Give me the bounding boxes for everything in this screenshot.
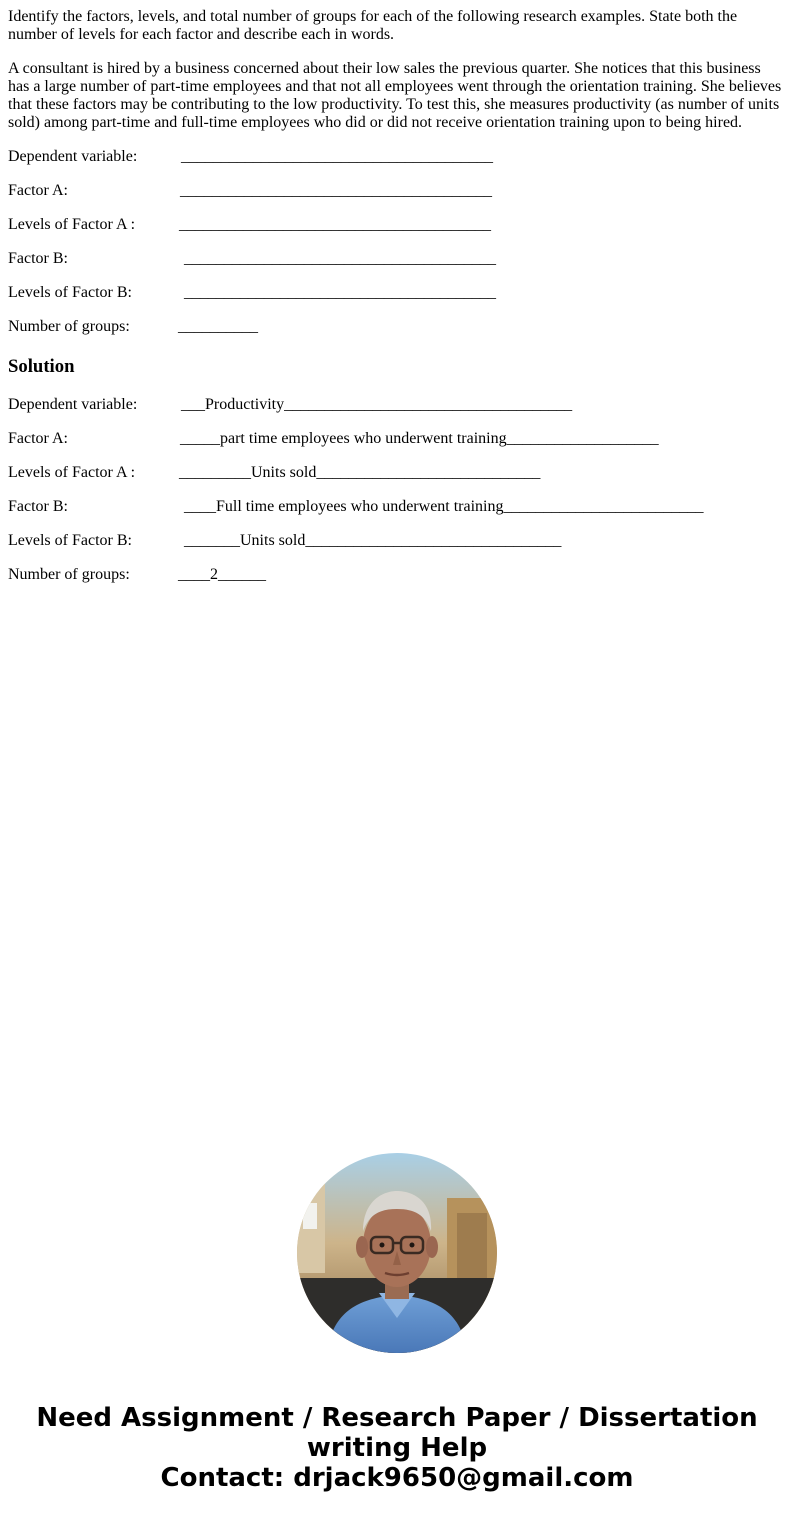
answer-text: ___Productivity____________________________________ [181, 396, 573, 413]
answer-blank: _______________________________________ [181, 148, 493, 165]
solution-row-levels-factor-a [8, 464, 786, 482]
question-fields [8, 148, 786, 336]
question-row-factor-b [8, 250, 786, 268]
question-row-levels-factor-b [8, 284, 786, 302]
scenario-text: A consultant is hired by a business concerned about their low sales the previous quarter. She notices that this business has a large number of part-time employees and that not all employees went through the orientation training. She believes that these factors may be contributing to the low productivity. To test this, she measures productivity (as number of units sold) among part-time and full-time employees who did or did not receive orientation training upon to being hired. [8, 60, 782, 131]
solution-fields [8, 396, 786, 584]
field-label: Levels of Factor B: [8, 532, 132, 549]
promo-banner [0, 1403, 794, 1493]
answer-blank: _______________________________________ [184, 284, 496, 301]
field-label: Levels of Factor A : [8, 216, 136, 233]
field-label: Factor A: [8, 182, 68, 199]
field-label: Levels of Factor B: [8, 284, 132, 301]
promo-contact: Contact: drjack9650@gmail.com [160, 1463, 634, 1493]
answer-text: _________Units sold____________________________ [179, 464, 541, 481]
field-label: Factor B: [8, 250, 68, 267]
question-row-dependent-variable [8, 148, 786, 166]
question-row-levels-factor-a [8, 216, 786, 234]
field-label: Levels of Factor A : [8, 464, 136, 481]
answer-text: _______Units sold________________________________ [184, 532, 562, 549]
answer-blank: _______________________________________ [179, 216, 491, 233]
author-avatar [297, 1153, 497, 1353]
question-row-number-of-groups [8, 318, 786, 336]
field-label: Dependent variable: [8, 396, 138, 413]
field-label: Number of groups: [8, 566, 130, 583]
solution-row-levels-factor-b [8, 532, 786, 550]
answer-blank: _______________________________________ [180, 182, 492, 199]
field-label: Factor A: [8, 430, 68, 447]
answer-blank: __________ [178, 318, 258, 335]
instructions-text: Identify the factors, levels, and total number of groups for each of the following research examples. State both the number of levels for each factor and describe each in words. [8, 8, 738, 43]
answer-text: _____part time employees who underwent training___________________ [180, 430, 659, 447]
author-photo-illustration [297, 1153, 497, 1353]
solution-row-number-of-groups [8, 566, 786, 584]
document-body [8, 8, 786, 600]
answer-text: ____Full time employees who underwent training_________________________ [184, 498, 704, 515]
promo-line-1: Need Assignment / Research Paper / Dissertation [36, 1403, 758, 1433]
field-label: Number of groups: [8, 318, 130, 335]
solution-row-dependent-variable [8, 396, 786, 414]
answer-blank: _______________________________________ [184, 250, 496, 267]
field-label: Dependent variable: [8, 148, 138, 165]
answer-text: ____2______ [178, 566, 266, 583]
question-row-factor-a [8, 182, 786, 200]
field-label: Factor B: [8, 498, 68, 515]
solution-row-factor-b [8, 498, 786, 516]
solution-row-factor-a [8, 430, 786, 448]
solution-heading: Solution [8, 356, 75, 377]
promo-line-2: writing Help [306, 1433, 488, 1463]
